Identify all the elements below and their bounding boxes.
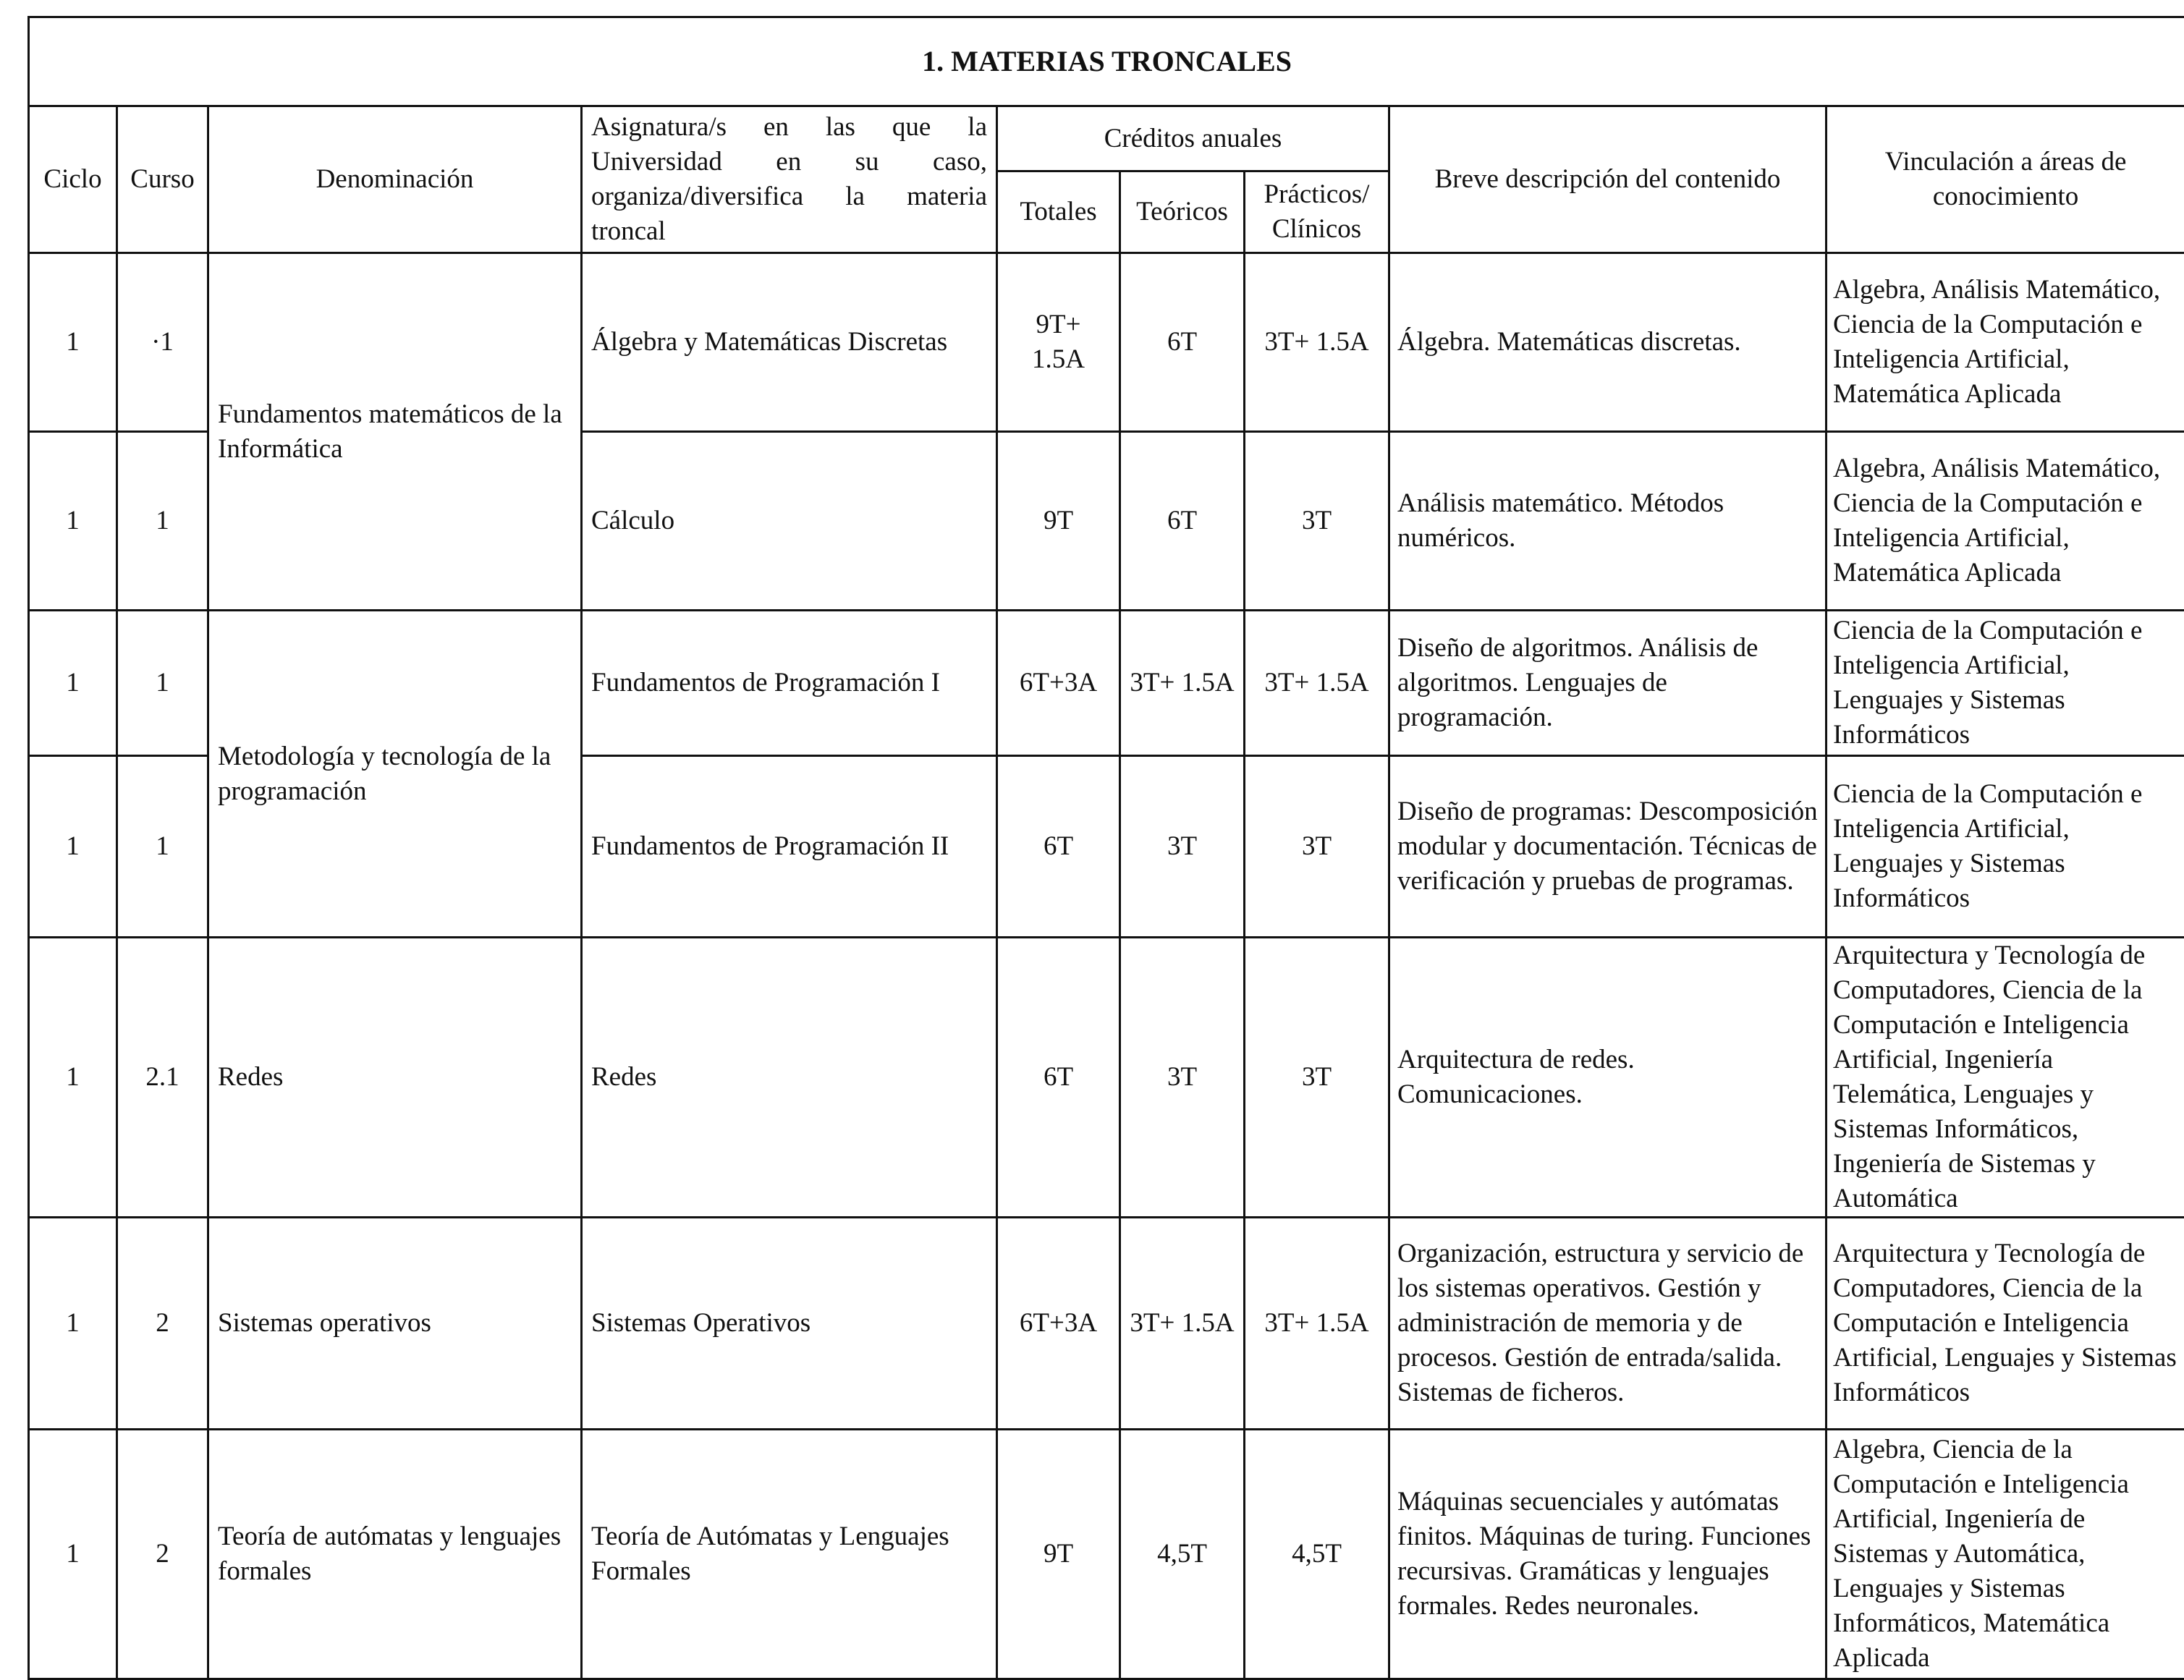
header-totales: Totales [997,171,1120,253]
cell-totales: 9T [997,1430,1120,1679]
cell-curso: ·1 [117,253,208,432]
cell-asignatura: Sistemas Operativos [582,1218,997,1430]
cell-ciclo: 1 [29,756,117,938]
cell-descripcion: Diseño de algoritmos. Análisis de algoritmos. Lenguajes de programación. [1389,611,1827,756]
cell-denominacion-group: Metodología y tecnología de la programación [208,611,582,938]
cell-denominacion: Sistemas operativos [208,1218,582,1430]
cell-areas: Ciencia de la Computación e Inteligencia Artificial, Lenguajes y Sistemas Informáticos [1827,756,2184,938]
cell-descripcion: Álgebra. Matemáticas discretas. [1389,253,1827,432]
cell-ciclo: 1 [29,938,117,1218]
table-row [29,253,2184,432]
header-asignaturas: Asignatura/s en las que la Universidad en su caso, organiza/diversifica la materia troncal [582,106,997,253]
cell-asignatura: Cálculo [582,432,997,611]
header-denominacion: Denominación [208,106,582,253]
cell-teoricos: 3T [1120,938,1245,1218]
cell-curso: 2.1 [117,938,208,1218]
document-page [27,16,2184,1680]
cell-practicos: 3T [1245,432,1389,611]
cell-areas: Arquitectura y Tecnología de Computadores, Ciencia de la Computación e Inteligencia Artificial, Ingeniería Telemática, Lenguajes y Sistemas Informáticos, Ingeniería de Sistemas y Automática [1827,938,2184,1218]
cell-asignatura: Fundamentos de Programación I [582,611,997,756]
cell-totales: 6T [997,938,1120,1218]
cell-denominacion: Teoría de autómatas y lenguajes formales [208,1430,582,1679]
cell-asignatura: Redes [582,938,997,1218]
cell-teoricos: 4,5T [1120,1430,1245,1679]
cell-totales: 6T+3A [997,611,1120,756]
cell-descripcion: Arquitectura de redes. Comunicaciones. [1389,938,1827,1218]
cell-asignatura: Teoría de Autómatas y Lenguajes Formales [582,1430,997,1679]
cell-practicos: 3T+ 1.5A [1245,611,1389,756]
cell-areas: Algebra, Ciencia de la Computación e Inteligencia Artificial, Ingeniería de Sistemas y Automática, Lenguajes y Sistemas Informáticos, Matemática Aplicada [1827,1430,2184,1679]
table-row [29,1430,2184,1679]
table-row [29,611,2184,756]
cell-denominacion: Redes [208,938,582,1218]
table-row [29,1218,2184,1430]
cell-totales: 9T+ 1.5A [997,253,1120,432]
cell-practicos: 3T+ 1.5A [1245,1218,1389,1430]
cell-asignatura: Fundamentos de Programación II [582,756,997,938]
cell-denominacion-group: Fundamentos matemáticos de la Informática [208,253,582,611]
header-practicos: Prácticos/ Clínicos [1245,171,1389,253]
cell-teoricos: 3T+ 1.5A [1120,611,1245,756]
cell-totales: 6T [997,756,1120,938]
cell-areas: Arquitectura y Tecnología de Computadores, Ciencia de la Computación e Inteligencia Artificial, Lenguajes y Sistemas Informáticos [1827,1218,2184,1430]
cell-teoricos: 6T [1120,253,1245,432]
header-curso: Curso [117,106,208,253]
cell-totales: 9T [997,432,1120,611]
cell-curso: 2 [117,1218,208,1430]
cell-practicos: 3T+ 1.5A [1245,253,1389,432]
cell-ciclo: 1 [29,611,117,756]
cell-asignatura: Álgebra y Matemáticas Discretas [582,253,997,432]
cell-teoricos: 3T [1120,756,1245,938]
header-descripcion: Breve descripción del contenido [1389,106,1827,253]
cell-ciclo: 1 [29,1430,117,1679]
cell-teoricos: 6T [1120,432,1245,611]
cell-descripcion: Análisis matemático. Métodos numéricos. [1389,432,1827,611]
cell-ciclo: 1 [29,1218,117,1430]
cell-practicos: 4,5T [1245,1430,1389,1679]
cell-ciclo: 1 [29,253,117,432]
cell-curso: 1 [117,756,208,938]
header-ciclo: Ciclo [29,106,117,253]
cell-descripcion: Organización, estructura y servicio de los sistemas operativos. Gestión y administración de memoria y de procesos. Gestión de entrada/salida. Sistemas de ficheros. [1389,1218,1827,1430]
cell-areas: Algebra, Análisis Matemático, Ciencia de la Computación e Inteligencia Artificial, Matemática Aplicada [1827,432,2184,611]
header-vinculacion: Vinculación a áreas de conocimiento [1827,106,2184,253]
cell-curso: 2 [117,1430,208,1679]
materias-troncales-table [27,16,2184,1680]
cell-areas: Algebra, Análisis Matemático, Ciencia de la Computación e Inteligencia Artificial, Matemática Aplicada [1827,253,2184,432]
cell-ciclo: 1 [29,432,117,611]
cell-descripcion: Máquinas secuenciales y autómatas finitos. Máquinas de turing. Funciones recursivas. Gramáticas y lenguajes formales. Redes neuronales. [1389,1430,1827,1679]
header-creditos-anuales: Créditos anuales [997,106,1389,171]
header-teoricos: Teóricos [1120,171,1245,253]
table-row [29,938,2184,1218]
cell-totales: 6T+3A [997,1218,1120,1430]
cell-areas: Ciencia de la Computación e Inteligencia Artificial, Lenguajes y Sistemas Informáticos [1827,611,2184,756]
cell-descripcion: Diseño de programas: Descomposición modular y documentación. Técnicas de verificación y pruebas de programas. [1389,756,1827,938]
cell-practicos: 3T [1245,756,1389,938]
cell-curso: 1 [117,611,208,756]
cell-curso: 1 [117,432,208,611]
cell-teoricos: 3T+ 1.5A [1120,1218,1245,1430]
table-title: 1. MATERIAS TRONCALES [29,17,2184,106]
cell-practicos: 3T [1245,938,1389,1218]
